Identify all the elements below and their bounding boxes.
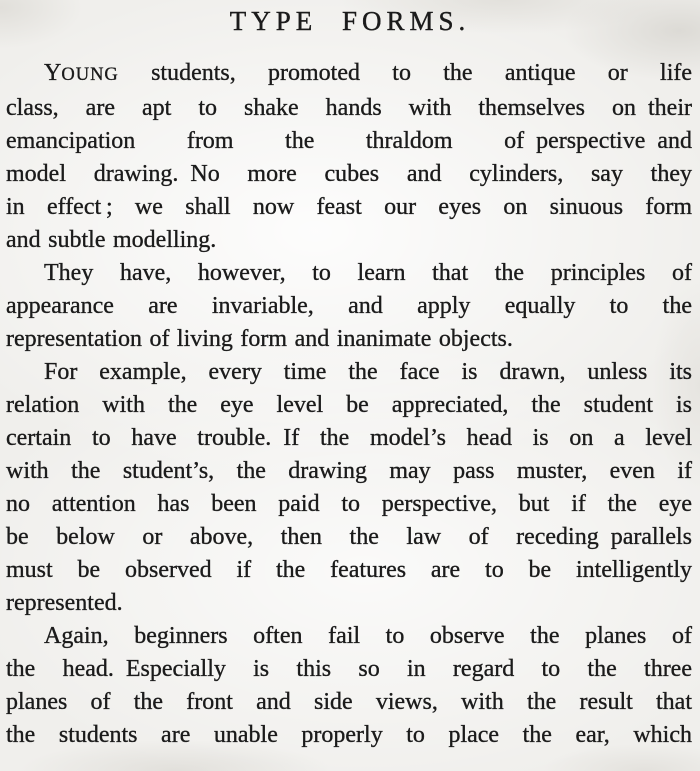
text-line: For example, every time the face is drawn, unless its	[44, 359, 692, 385]
text-line: representation of living form and inanimate objects.	[6, 326, 513, 352]
text-line: planes of the front and side views, with the result that	[6, 689, 692, 715]
text-line: with the student’s, the drawing may pass muster, even if	[6, 458, 692, 484]
text-line: appearance are invariable, and apply equally to the	[6, 293, 692, 319]
text-line: the head. Especially is this so in regard to the three	[6, 656, 692, 682]
text-line: be below or above, then the law of receding parallels	[6, 524, 692, 550]
text-line: represented.	[6, 590, 123, 616]
text-line: in effect ; we shall now feast our eyes on sinuous form	[6, 194, 692, 220]
text-line: no attention has been paid to perspective, but if the eye	[6, 491, 692, 517]
text-line	[6, 57, 692, 92]
text-line: They have, however, to learn that the principles of	[44, 260, 692, 286]
body-text	[6, 57, 692, 752]
text-line: and subtle modelling.	[6, 227, 217, 253]
text-line: must be observed if the features are to be intelligently	[6, 557, 692, 583]
text-line: class, are apt to shake hands with themselves on their	[6, 95, 692, 121]
small-caps-initial: Y	[44, 60, 62, 86]
line-text: students, promoted to the antique or life	[118, 60, 692, 86]
text-line: emancipation from the thraldom of perspective and	[6, 128, 692, 154]
page-title: TYPE FORMS.	[229, 6, 471, 36]
small-caps-word: OUNG	[61, 65, 119, 85]
text-line: model drawing. No more cubes and cylinders, say they	[6, 161, 692, 187]
text-line: relation with the eye level be appreciated, the student is	[6, 392, 692, 418]
text-line: the students are unable properly to place the ear, which	[6, 722, 692, 748]
text-line: Again, beginners often fail to observe the planes of	[44, 623, 692, 649]
text-line: certain to have trouble. If the model’s head is on a level	[6, 425, 692, 451]
